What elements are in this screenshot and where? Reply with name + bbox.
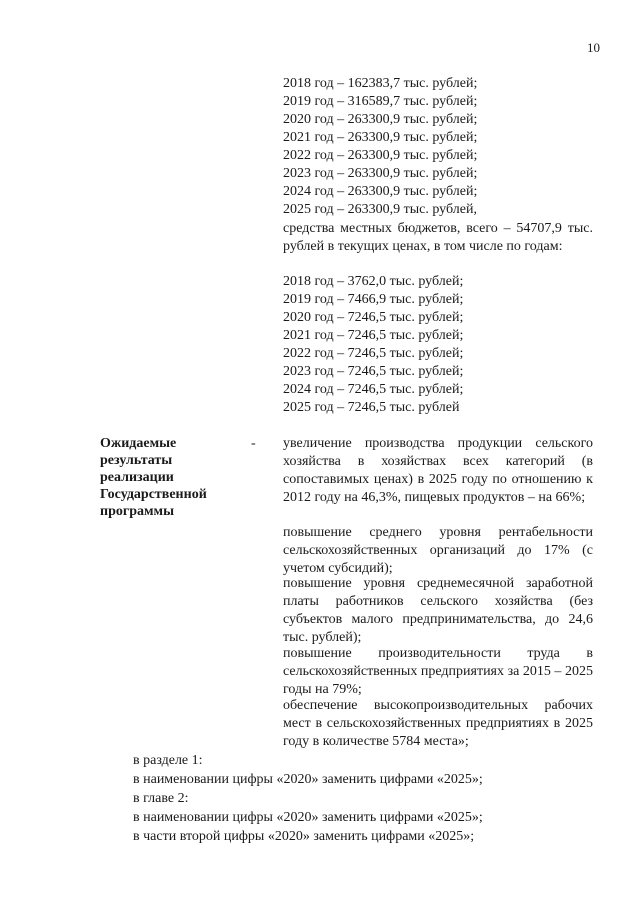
results-label: Ожидаемые результаты реализации Государственной программы [100,436,207,519]
amendment-line: в части второй цифры «2020» заменить цифрами «2025»; [133,829,475,844]
amendment-line: в разделе 1: [133,753,203,768]
local-line: 2022 год – 7246,5 тыс. рублей; [283,346,464,361]
regional-line: 2020 год – 263300,9 тыс. рублей; [283,112,478,127]
local-line: 2025 год – 7246,5 тыс. рублей [283,400,460,415]
local-line: 2018 год – 3762,0 тыс. рублей; [283,274,464,289]
regional-line: 2024 год – 263300,9 тыс. рублей; [283,184,478,199]
local-line: 2023 год – 7246,5 тыс. рублей; [283,364,464,379]
result-item: повышение производительности труда в сельскохозяйственных предприятиях за 2015 – 2025 годы на 79%; [283,646,593,697]
local-budget-intro: средства местных бюджетов, всего – 54707,9 тыс. рублей в текущих ценах, в том числе по годам: [283,221,593,254]
result-item: увеличение производства продукции сельского хозяйства в хозяйствах всех категорий (в сопоставимых ценах) в 2025 году по отношению к 2012 году на 46,3%, пищевых продуктов – на 66%; [283,436,593,505]
local-line: 2020 год – 7246,5 тыс. рублей; [283,310,464,325]
local-line: 2024 год – 7246,5 тыс. рублей; [283,382,464,397]
regional-line: 2019 год – 316589,7 тыс. рублей; [283,94,478,109]
result-item: повышение среднего уровня рентабельности сельскохозяйственных организаций до 17% (с учетом субсидий); [283,525,593,576]
page-number: 10 [587,40,600,55]
regional-line: 2018 год – 162383,7 тыс. рублей; [283,76,478,91]
local-line: 2019 год – 7466,9 тыс. рублей; [283,292,464,307]
result-item: обеспечение высокопроизводительных рабочих мест в сельскохозяйственных предприятиях в 2025 году в количестве 5784 места»; [283,698,593,749]
result-item: повышение уровня среднемесячной заработной платы работников сельского хозяйства (без субъектов малого предпринимательства, до 24,6 тыс. рублей); [283,576,593,645]
regional-line: 2025 год – 263300,9 тыс. рублей, [283,202,477,217]
regional-line: 2021 год – 263300,9 тыс. рублей; [283,130,478,145]
results-dash: - [251,436,256,451]
amendment-line: в наименовании цифры «2020» заменить цифрами «2025»; [133,810,483,825]
local-line: 2021 год – 7246,5 тыс. рублей; [283,328,464,343]
amendment-line: в наименовании цифры «2020» заменить цифрами «2025»; [133,772,483,787]
regional-line: 2023 год – 263300,9 тыс. рублей; [283,166,478,181]
amendment-line: в главе 2: [133,791,189,806]
regional-line: 2022 год – 263300,9 тыс. рублей; [283,148,478,163]
